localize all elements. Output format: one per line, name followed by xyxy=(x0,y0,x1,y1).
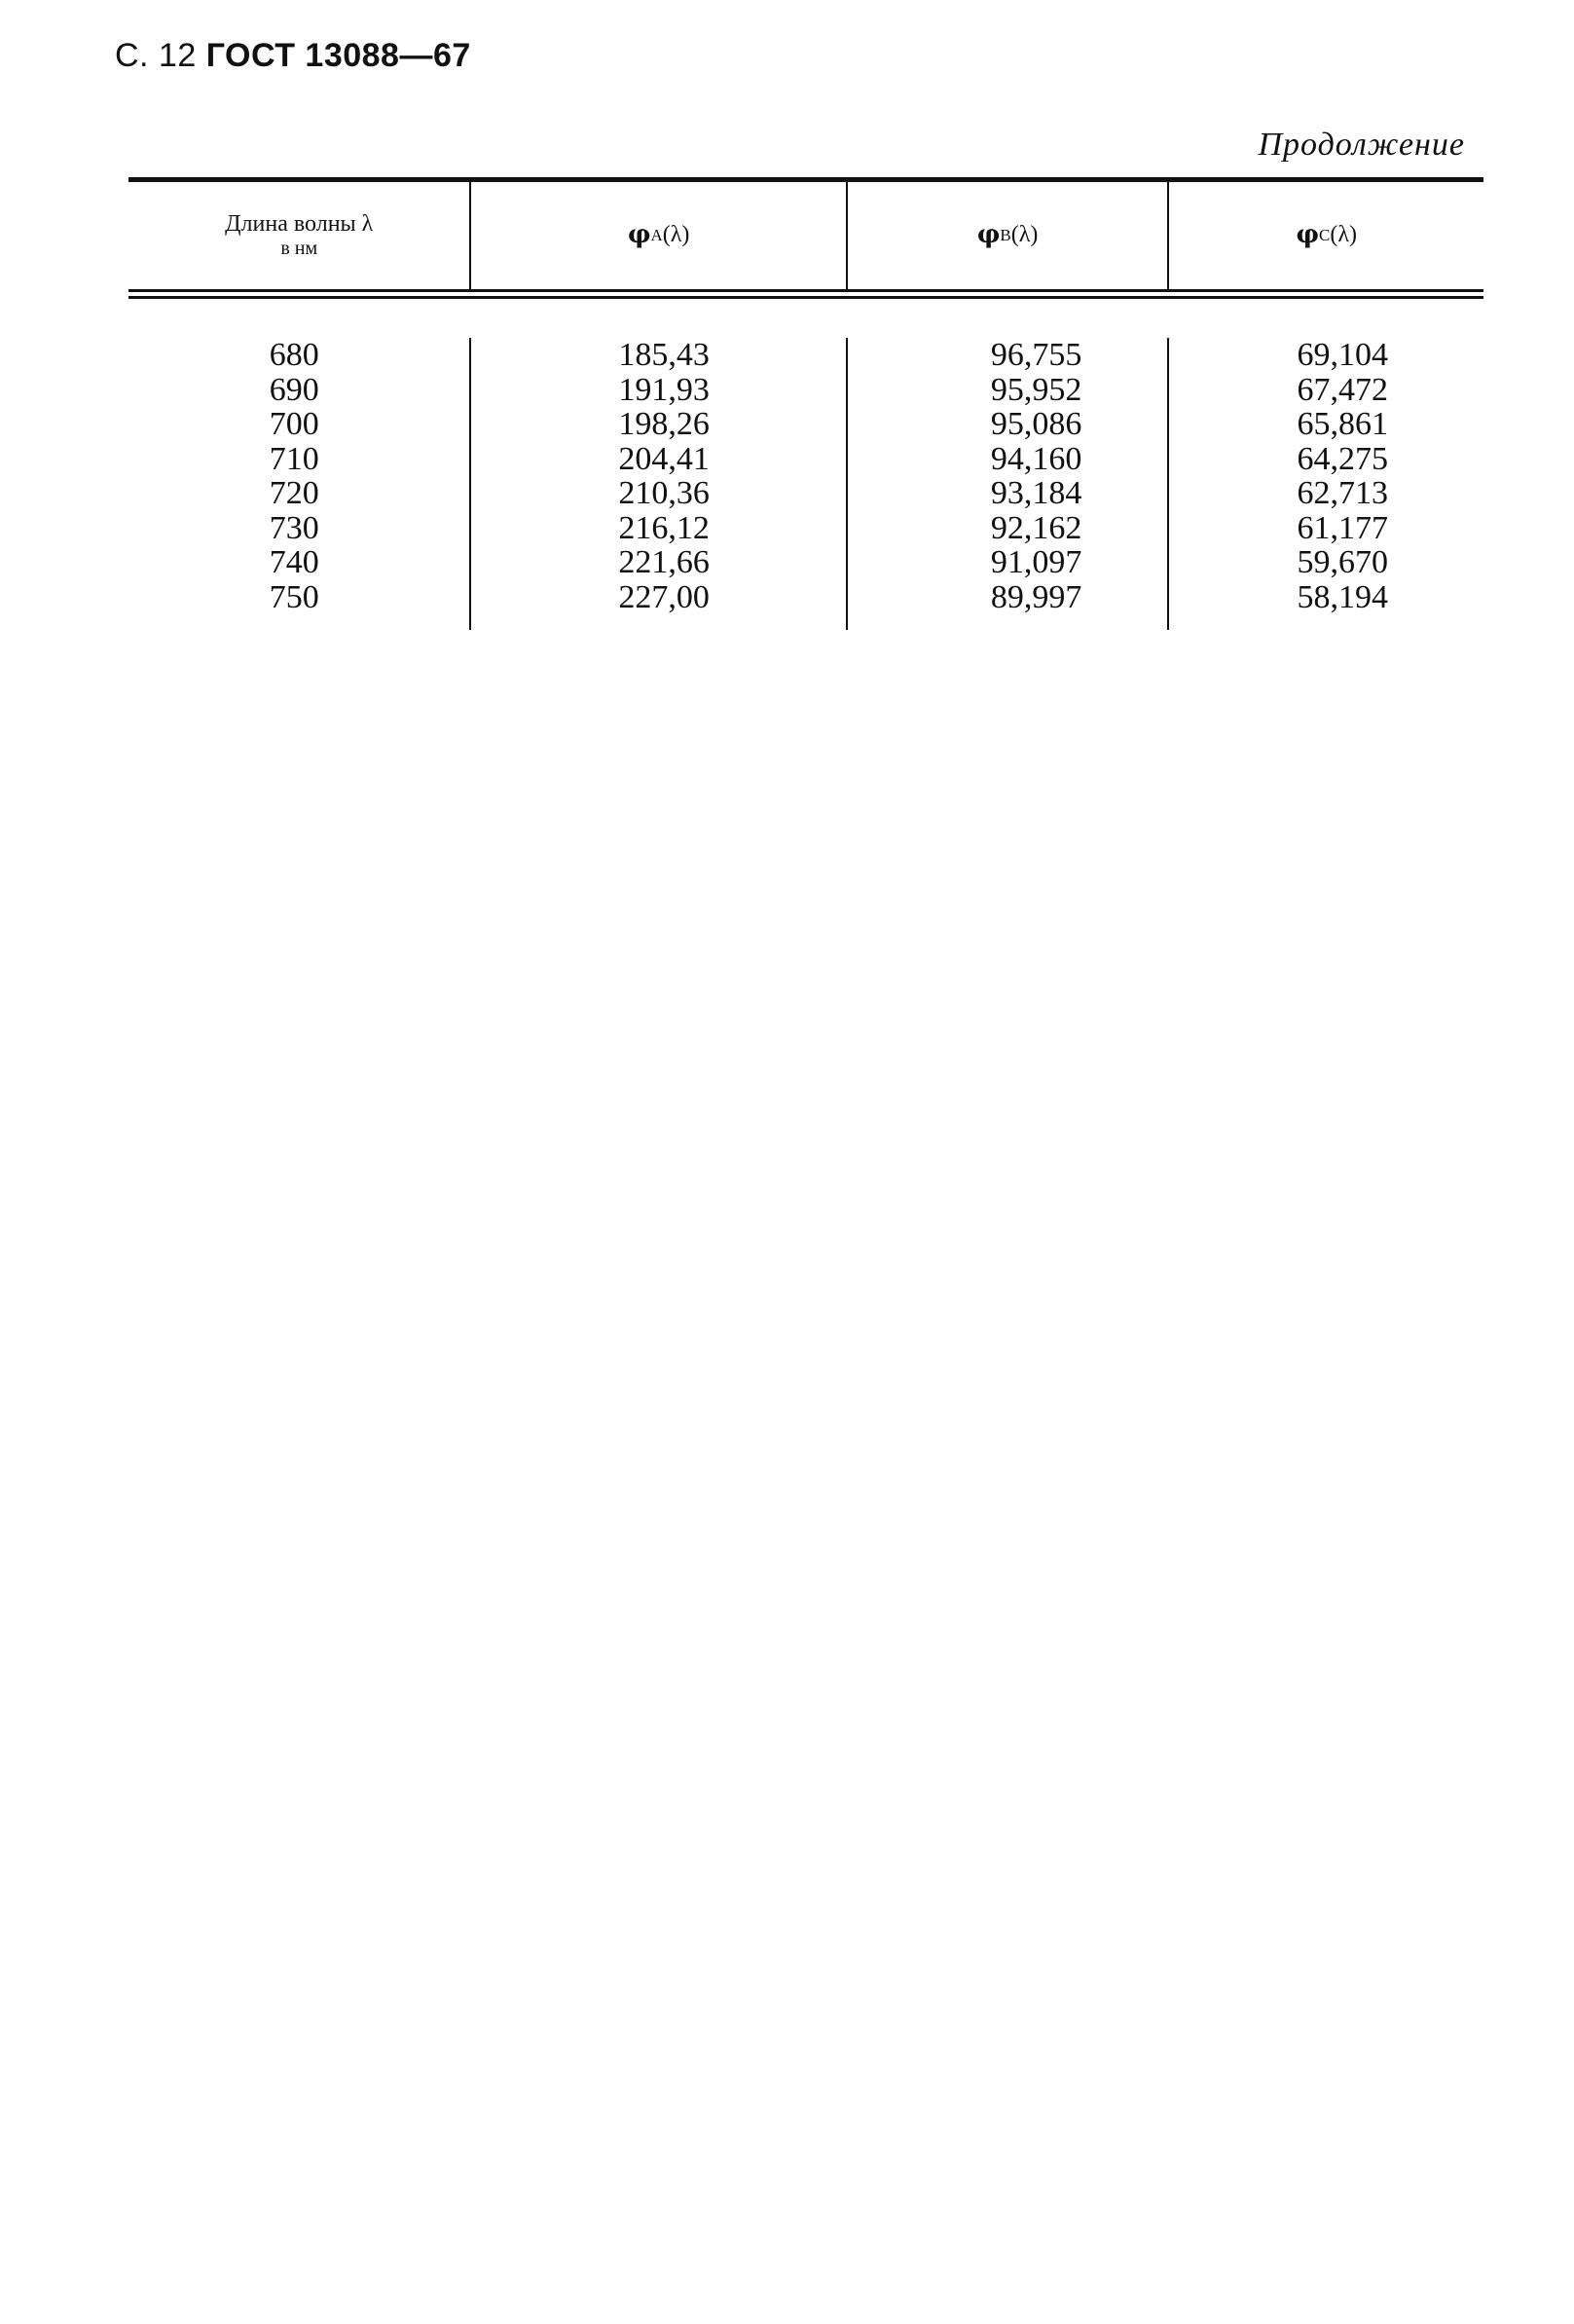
table-cell: 95,086 xyxy=(990,406,1082,442)
column-phi-b xyxy=(846,338,1168,630)
column-wavelength xyxy=(128,338,469,630)
standard-code: ГОСТ 13088—67 xyxy=(205,37,471,74)
table-cell: 96,755 xyxy=(990,337,1082,373)
data-table xyxy=(128,177,1483,630)
table-cell: 720 xyxy=(269,475,319,511)
table-body xyxy=(128,299,1483,630)
table-cell: 680 xyxy=(269,337,319,373)
table-cell: 204,41 xyxy=(618,440,710,477)
continuation-label: Продолжение xyxy=(1258,127,1465,163)
table-cell: 67,472 xyxy=(1297,371,1389,408)
column-header-wavelength-line2: в нм xyxy=(280,238,318,260)
table-cell: 95,952 xyxy=(990,371,1082,408)
table-cell: 227,00 xyxy=(618,578,710,615)
table-cell: 185,43 xyxy=(618,337,710,373)
phi-c-subscript: C xyxy=(1318,226,1331,245)
table-cell: 62,713 xyxy=(1297,475,1389,511)
table-cell: 690 xyxy=(269,371,319,408)
column-header-phi-a xyxy=(469,182,845,289)
table-cell: 65,861 xyxy=(1297,406,1389,442)
table-cell: 94,160 xyxy=(990,440,1082,477)
column-header-wavelength-line1: Длина волны λ xyxy=(225,210,374,237)
column-header-wavelength xyxy=(128,182,469,289)
table-cell: 92,162 xyxy=(990,509,1082,546)
column-phi-a xyxy=(469,338,845,630)
table-cell: 740 xyxy=(269,544,319,580)
table-cell: 191,93 xyxy=(618,371,710,408)
table-header-row xyxy=(128,182,1483,289)
phi-a-argument: (λ) xyxy=(662,222,690,248)
table-cell: 61,177 xyxy=(1297,509,1389,546)
phi-b-argument: (λ) xyxy=(1010,222,1039,248)
column-phi-c xyxy=(1167,338,1483,630)
table-cell: 221,66 xyxy=(618,544,710,580)
table-cell: 93,184 xyxy=(990,475,1082,511)
table-cell: 64,275 xyxy=(1297,440,1389,477)
phi-a-subscript: A xyxy=(650,226,663,245)
table-cell: 198,26 xyxy=(618,406,710,442)
phi-c-symbol: φ xyxy=(1296,220,1319,250)
phi-b-symbol: φ xyxy=(976,220,1001,250)
phi-a-symbol: φ xyxy=(627,220,651,250)
table-cell: 58,194 xyxy=(1297,578,1389,615)
phi-c-argument: (λ) xyxy=(1330,222,1357,248)
table-cell: 730 xyxy=(269,509,319,546)
table-cell: 210,36 xyxy=(618,475,710,511)
table-header-double-rule xyxy=(128,289,1483,299)
page-header xyxy=(115,37,471,75)
table-cell: 59,670 xyxy=(1297,544,1389,580)
table-cell: 69,104 xyxy=(1297,337,1389,373)
column-header-phi-c xyxy=(1167,182,1483,289)
phi-b-subscript: B xyxy=(1000,226,1011,245)
page-number: С. 12 xyxy=(115,37,197,74)
table-cell: 91,097 xyxy=(990,544,1082,580)
table-cell: 216,12 xyxy=(618,509,710,546)
table-cell: 89,997 xyxy=(990,578,1082,615)
column-header-phi-b xyxy=(846,182,1168,289)
table-cell: 700 xyxy=(269,406,319,442)
table-cell: 710 xyxy=(269,440,319,477)
table-cell: 750 xyxy=(269,578,319,615)
